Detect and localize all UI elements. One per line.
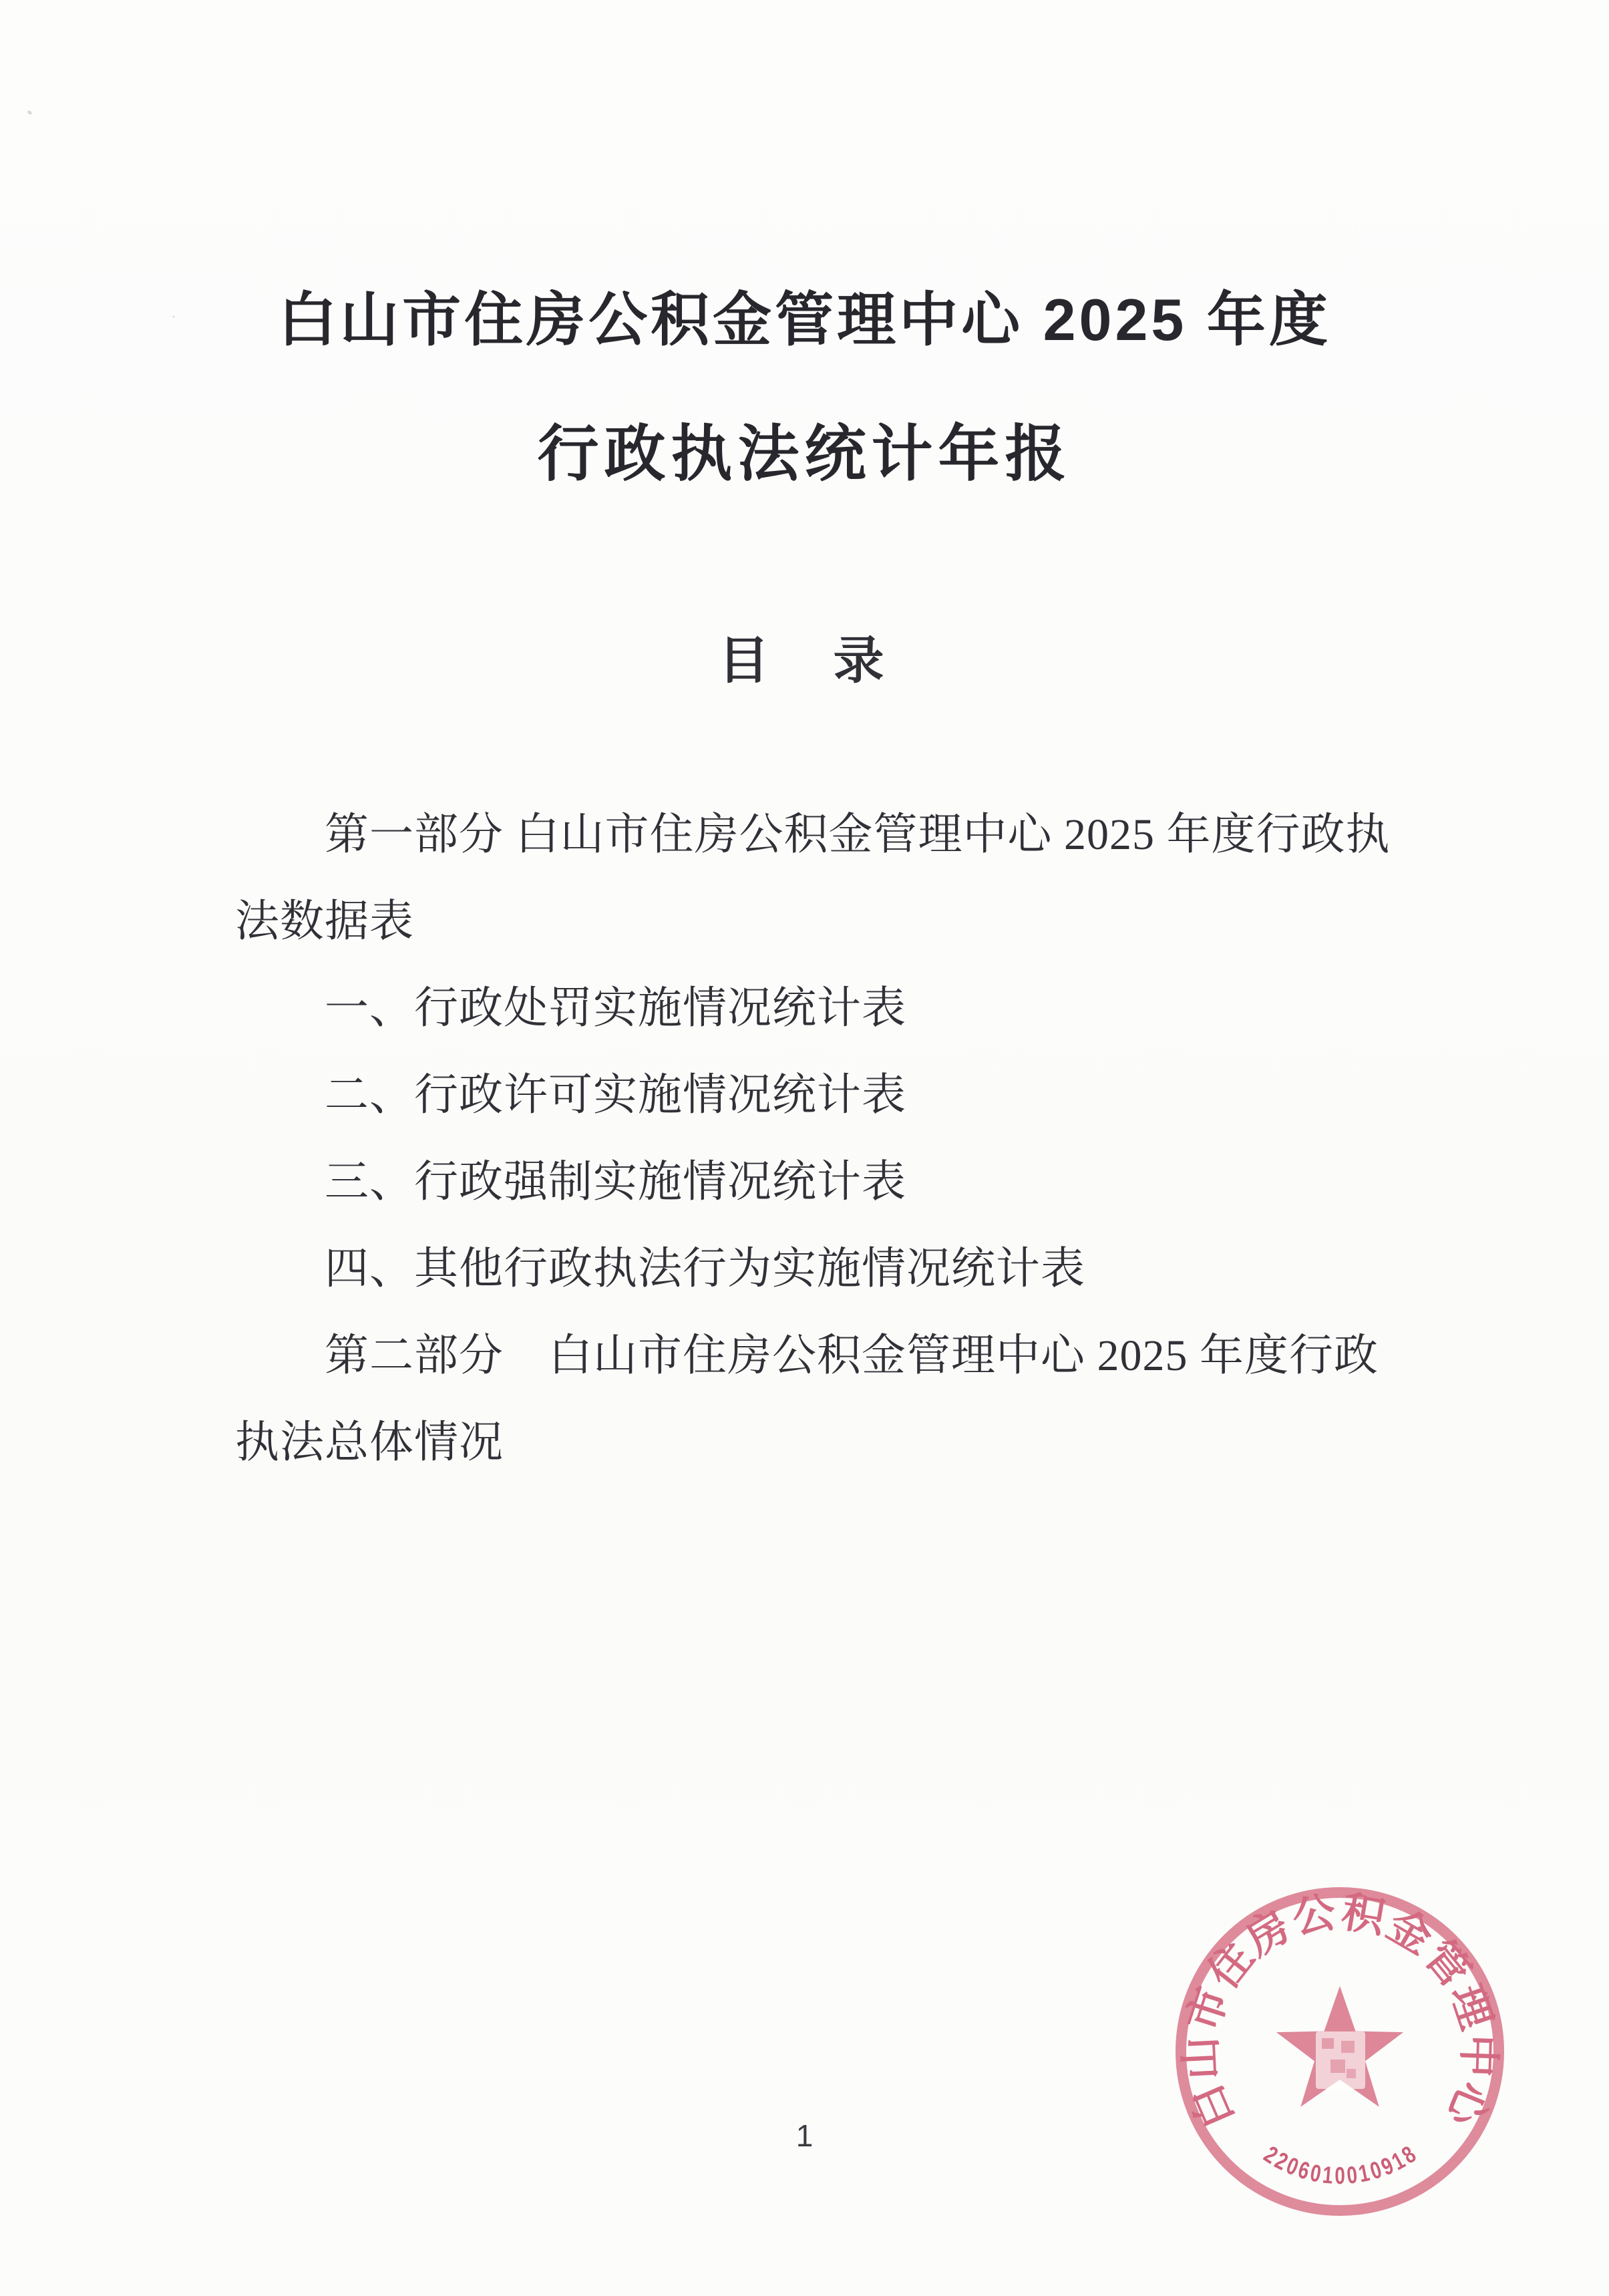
seal-code-text: 2206010010918	[1259, 2136, 1426, 2190]
toc-line-part2: 第二部分 白山市住房公积金管理中心 2025 年度行政	[325, 1331, 1379, 1380]
toc-line-part1: 第一部分 白山市住房公积金管理中心 2025 年度行政执	[325, 810, 1391, 859]
toc-list	[235, 792, 1391, 1486]
document-title-line-2: 行政执法统计年报	[537, 420, 1072, 488]
toc-line-item-1: 一、行政处罚实施情况统计表	[325, 984, 906, 1033]
toc-line-item-3: 三、行政强制实施情况统计表	[325, 1158, 906, 1206]
toc-line-item-4: 四、其他行政执法行为实施情况统计表	[325, 1245, 1085, 1293]
scan-speck	[27, 110, 33, 115]
seal-org-text: 白山市住房公积金管理中心	[1176, 1887, 1503, 2136]
page-number: 1	[795, 2118, 814, 2153]
official-seal	[1166, 1878, 1513, 2225]
seal-anticopy-mark	[1316, 2031, 1365, 2089]
toc-line-part1-cont: 法数据表	[235, 897, 414, 946]
toc-line-part2-cont: 执法总体情况	[235, 1418, 504, 1467]
toc-heading: 目 录	[718, 633, 891, 689]
toc-line-item-2: 二、行政许可实施情况统计表	[325, 1071, 906, 1120]
document-title-line-1: 白山市住房公积金管理中心 2025 年度	[278, 287, 1331, 353]
